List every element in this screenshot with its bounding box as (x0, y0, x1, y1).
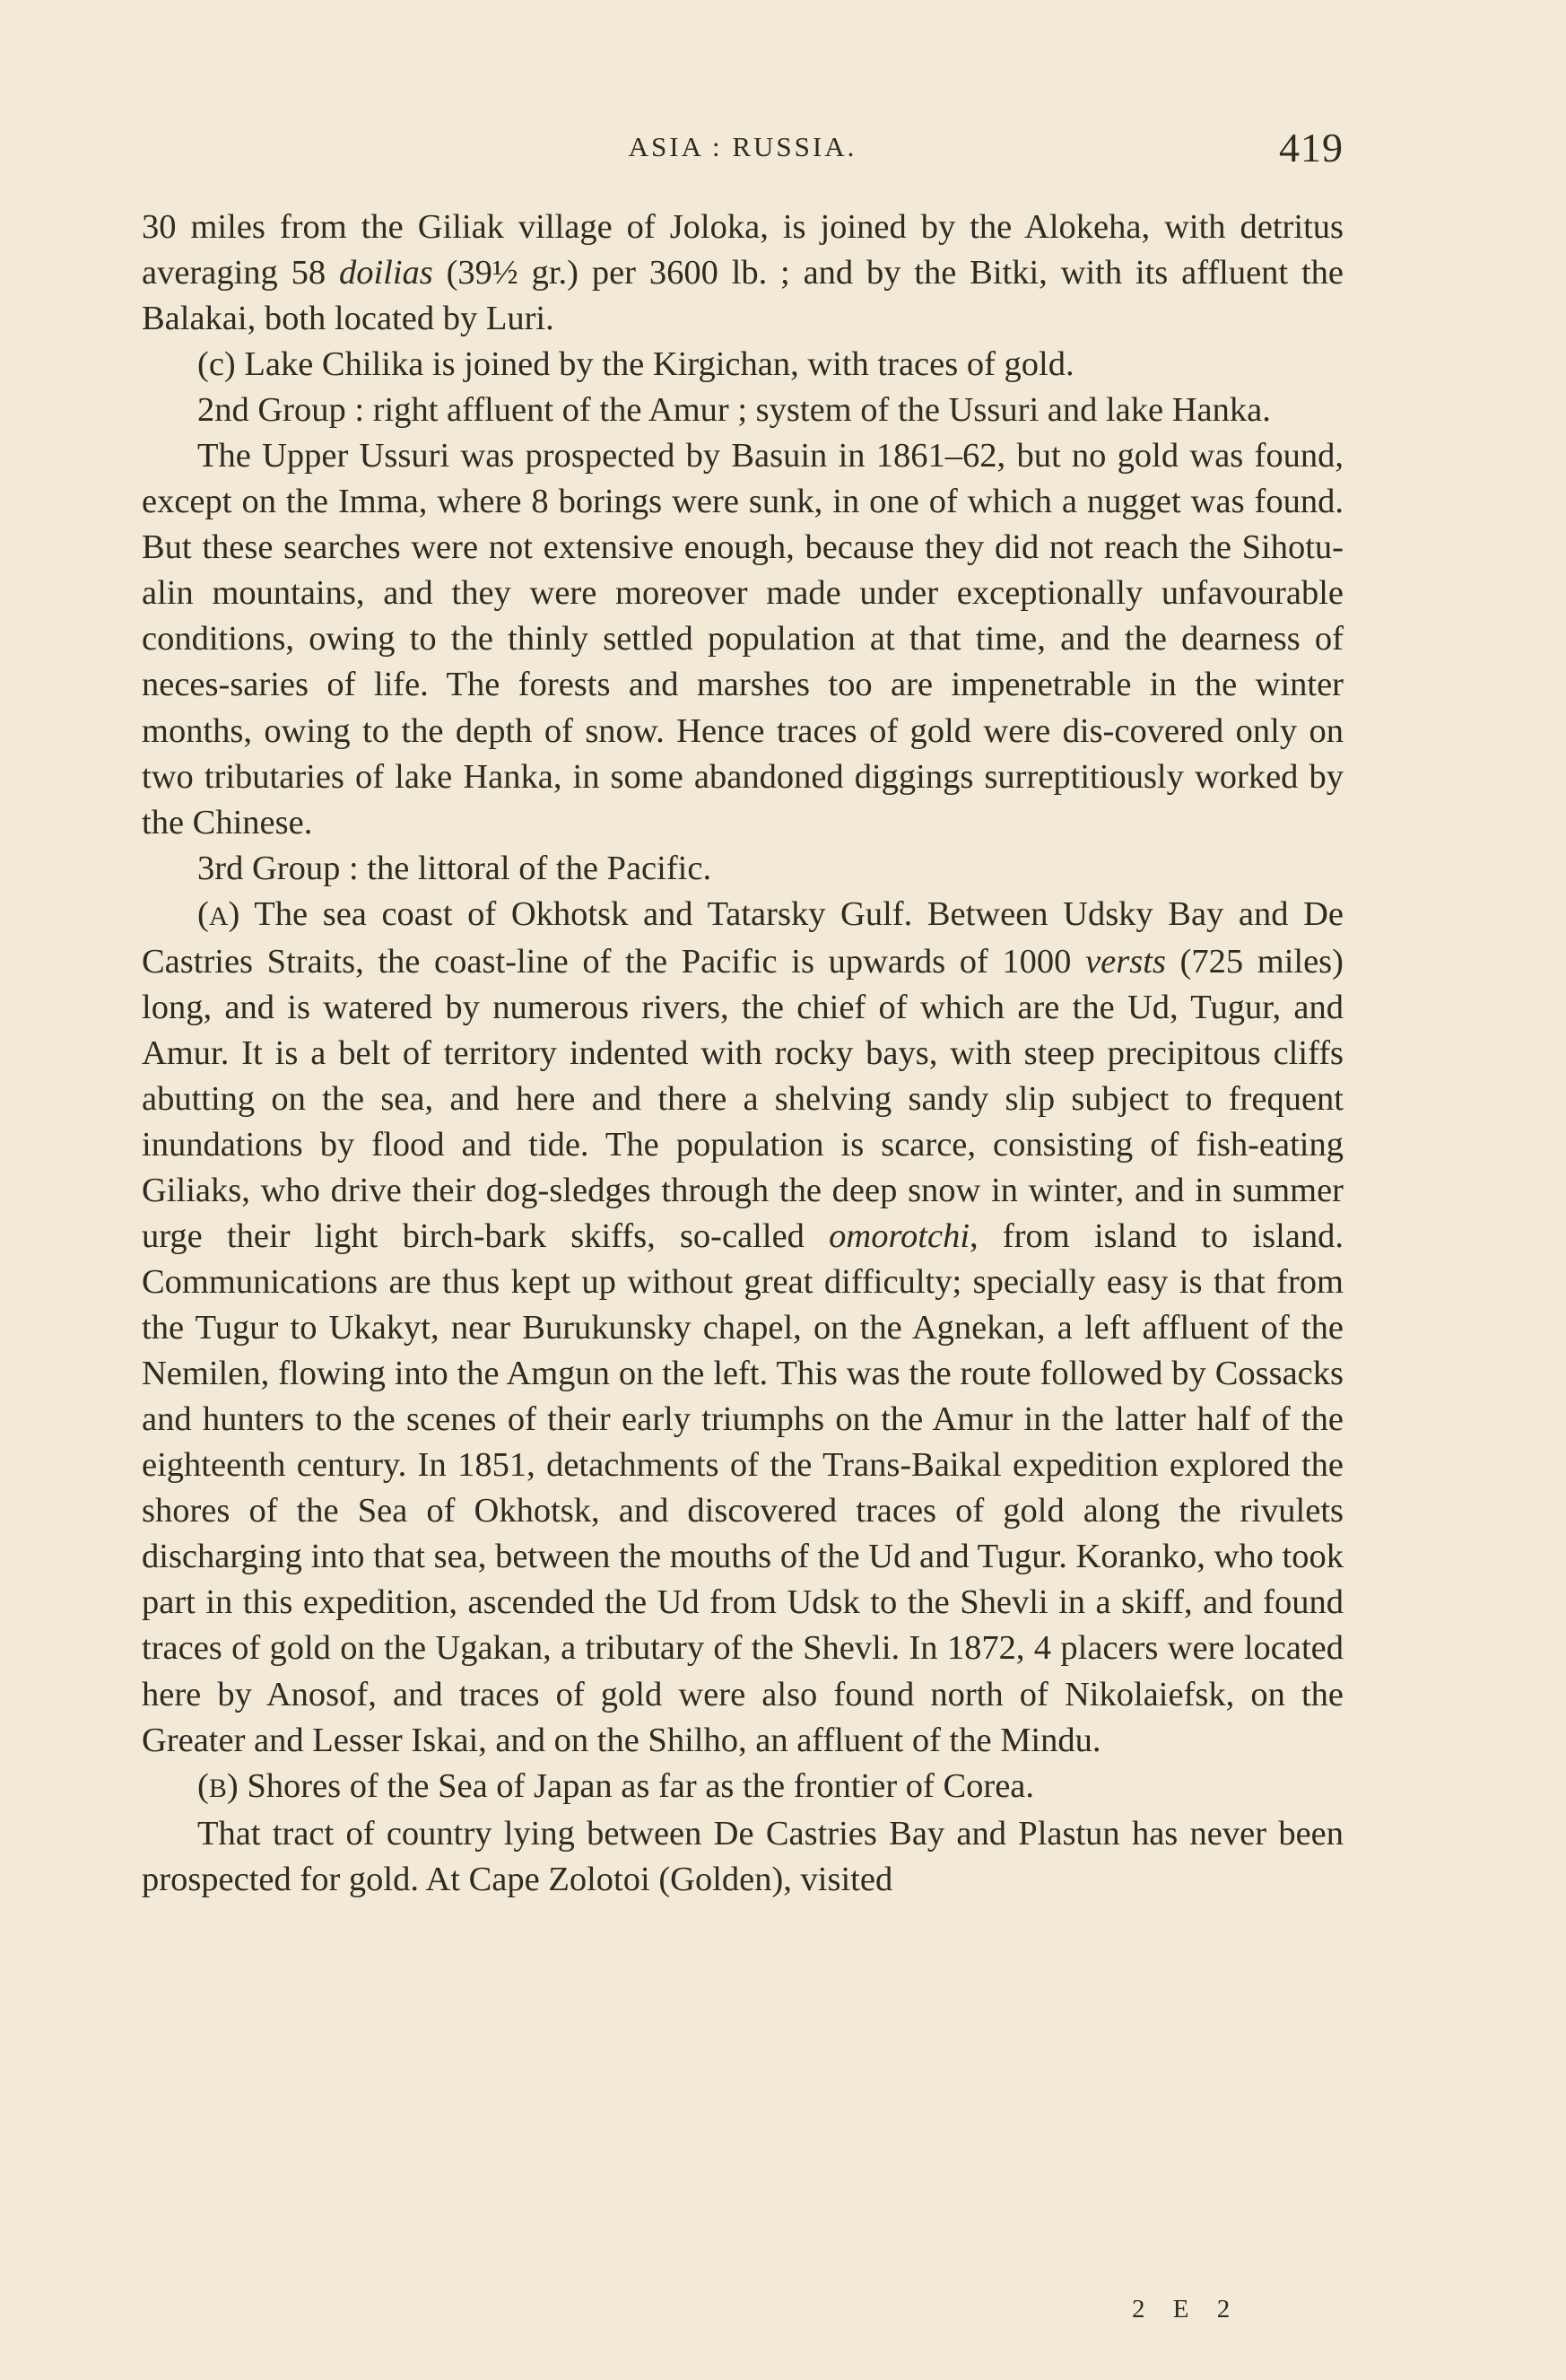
text-run: 2nd Group : right affluent of the Amur ; system of the Ussuri and lake Hanka. (197, 391, 1271, 430)
signature-mark: 2 E 2 (1132, 2295, 1241, 2323)
running-head: ASIA : RUSSIA. (628, 131, 857, 162)
section-label: (A) (197, 894, 240, 933)
text-run: 3rd Group : the littoral of the Pacific. (197, 849, 712, 887)
text-run: 30 miles from the Giliak village of Joloka, is joined by the Alokeha, with detritus averaging 58 (142, 208, 1344, 292)
italic-term: omorotchi (829, 1217, 970, 1256)
text-run: Shores of the Sea of Japan as far as the frontier of Corea. (238, 1766, 1035, 1805)
paragraph-sea-of-japan (142, 1764, 1344, 1811)
text-run: Lake Chilika is joined by the Kirgichan, with traces of gold. (235, 345, 1074, 384)
body-text (142, 205, 1344, 1903)
paragraph-3rd-group (142, 846, 1344, 892)
text-run: The sea coast of Okhotsk and Tatarsky Gulf. Between Udsky Bay and De Castries Straits, the coast-line of the Pacific is upwards of 1000 (142, 894, 1344, 981)
paragraph-upper-ussuri (142, 433, 1344, 845)
text-run: The Upper Ussuri was prospected by Basuin in 1861–62, but no gold was found, except on the Imma, where 8 borings were sunk, in one of which a nugget was found. But these searches were not extensive enough, because they did not reach the Sihotu-alin mountains, and they were moreover made under exceptionally unfavourable conditions, owing to the thinly settled population at that time, and the dearness of neces-saries of life. The forests and marshes too are impenetrable in the winter months, owing to the depth of snow. Hence traces of gold were dis-covered only on two tributaries of lake Hanka, in some abandoned diggings surreptitiously worked by the Chinese. (142, 437, 1344, 841)
italic-term: doilias (338, 254, 433, 292)
italic-term: versts (1085, 942, 1166, 981)
paragraph-lake-chilika (142, 342, 1344, 388)
text-run: (39½ gr.) per 3600 lb. ; and by the Bitki, with its affluent the Balakai, both located by Luri. (142, 254, 1344, 338)
paragraph-continued (142, 205, 1344, 342)
paragraph-de-castries (142, 1811, 1344, 1903)
page-header (142, 124, 1344, 178)
text-run: , from island to island. Communications are thus kept up without great difficulty; specially easy is that from the Tugur to Ukakyt, near Burukunsky chapel, on the Agnekan, a left affluent of the Nemilen, flowing into the Amgun on the left. This was the route followed by Cossacks and hunters to the scenes of their early triumphs on the Amur in the latter half of the eighteenth century. In 1851, detachments of the Trans-Baikal expedition explored the shores of the Sea of Okhotsk, and discovered traces of gold along the rivulets discharging into that sea, between the mouths of the Ud and Tugur. Koranko, who took part in this expedition, ascended the Ud from Udsk to the Shevli in a skiff, and found traces of gold on the Ugakan, a tributary of the Shevli. In 1872, 4 placers were located here by Anosof, and traces of gold were also found north of Nikolaiefsk, on the Greater and Lesser Iskai, and on the Shilho, an affluent of the Mindu. (142, 1217, 1344, 1759)
section-label: (c) (197, 345, 236, 384)
text-run: (725 miles) long, and is watered by numerous rivers, the chief of which are the Ud, Tugur, and Amur. It is a belt of territory indented with rocky bays, with steep precipitous cliffs abutting on the sea, and here and there a shelving sandy slip subject to frequent inundations by flood and tide. The population is scarce, consisting of fish-eating Giliaks, who drive their dog-sledges through the deep snow in winter, and in summer urge their light birch-bark skiffs, so-called (142, 942, 1344, 1256)
paragraph-sea-coast-okhotsk (142, 892, 1344, 1764)
section-label: (B) (197, 1766, 239, 1805)
page-number: 419 (1279, 125, 1344, 170)
paragraph-2nd-group (142, 388, 1344, 433)
text-run: That tract of country lying between De Castries Bay and Plastun has never been prospected for gold. At Cape Zolotoi (Golden), visited (142, 1814, 1344, 1898)
